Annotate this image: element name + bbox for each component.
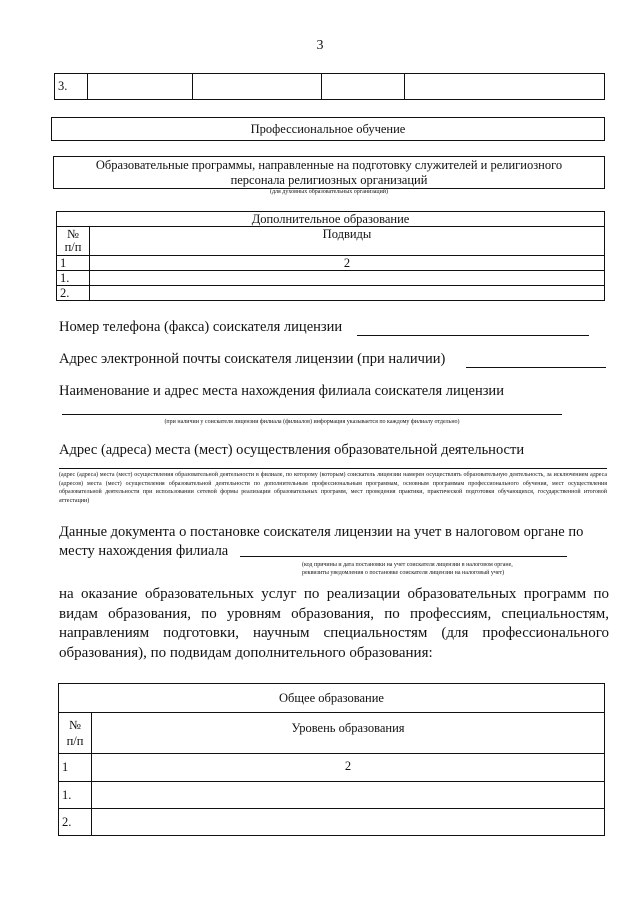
table-row — [55, 74, 605, 100]
header-num-cell — [57, 227, 90, 256]
tax-note-line-1: (код причины и дата постановки на учет соискателя лицензии в налоговом органе, — [302, 562, 513, 568]
address-note: (адрес (адреса) места (мест) осуществления образовательной деятельности в филиале, по которому (которым) соискатель лицензии намерен осуществлять образовательную деятельность, за исключением адреса (адресов) места (мест) осуществления образовательной деятельности по дополнительным профессиональным программам, основным программам профессионального обучения, мест осуществления образовательной деятельности при использовании сетевой формы реализации образовательных программ, мест проведения практики, практической подготовки обучающихся, государственной итоговой аттестации) — [59, 472, 607, 504]
address-fill-line[interactable] — [59, 468, 607, 469]
page-number: 3 — [316, 38, 324, 53]
continuation-table — [54, 73, 605, 100]
index-cell: 2 — [92, 754, 605, 782]
address-label: Адрес (адреса) места (мест) осуществления образовательной деятельности — [59, 442, 525, 458]
header-subtypes: Подвиды — [90, 227, 605, 256]
religious-programs-box — [53, 156, 605, 189]
table-cell — [88, 74, 193, 100]
header-num-cell — [59, 713, 92, 754]
prof-training-title: Профессиональное обучение — [250, 122, 406, 136]
prof-training-box — [51, 117, 605, 141]
religious-line-1: Образовательные программы, направленные на подготовку служителей и религиозного — [95, 158, 563, 172]
general-education-title: Общее образование — [59, 684, 605, 713]
phone-fill-line[interactable] — [357, 335, 589, 336]
branch-note: (при наличии у соискателя лицензии филиала (филиалов) информация указывается по каждому филиалу отдельно) — [164, 419, 460, 425]
email-label: Адрес электронной почты соискателя лицензии (при наличии) — [59, 351, 446, 367]
additional-education-table — [56, 211, 605, 301]
table-row — [59, 782, 605, 809]
table-title-row — [59, 684, 605, 713]
table-cell — [405, 74, 605, 100]
row-number-cell: 2. — [59, 809, 92, 836]
header-num-2: п/п — [64, 240, 82, 254]
index-cell: 1 — [57, 256, 90, 271]
branch-label: Наименование и адрес места нахождения филиала соискателя лицензии — [59, 383, 504, 399]
tax-note-line-2: реквизиты уведомления о постановке соискателя лицензии на налоговый учет) — [302, 570, 505, 576]
table-header-row — [59, 713, 605, 754]
row-number-cell: 2. — [57, 286, 90, 301]
table-row — [57, 286, 605, 301]
row-number-cell: 1. — [57, 271, 90, 286]
table-cell — [90, 271, 605, 286]
table-cell — [92, 809, 605, 836]
index-cell: 1 — [59, 754, 92, 782]
email-fill-line[interactable] — [466, 367, 606, 368]
table-title-row — [57, 212, 605, 227]
table-cell — [90, 286, 605, 301]
header-num: № — [67, 227, 79, 241]
religious-note: (для духовных образовательных организаций) — [270, 189, 388, 195]
branch-fill-line[interactable] — [62, 414, 562, 415]
table-index-row — [57, 256, 605, 271]
header-num-2: п/п — [66, 734, 84, 748]
row-number-cell: 1. — [59, 782, 92, 809]
religious-line-2: персонала религиозных организаций — [230, 173, 428, 187]
table-index-row — [59, 754, 605, 782]
table-row — [59, 809, 605, 836]
tax-label-line-1: Данные документа о постановке соискателя лицензии на учет в налоговом органе по — [59, 524, 584, 540]
table-cell — [322, 74, 405, 100]
header-level: Уровень образования — [92, 713, 605, 754]
general-education-table — [58, 683, 605, 836]
tax-fill-line[interactable] — [240, 556, 567, 557]
row-number-cell: 3. — [55, 74, 88, 100]
services-paragraph: на оказание образовательных услуг по реализации образовательных программ по видам образования, по уровням образования, по профессиям, специальностям, направлениям подготовки, научным специальностям (для профессионального образования), по подвидам дополнительного образования: — [59, 586, 609, 661]
additional-education-title: Дополнительное образование — [57, 212, 605, 227]
table-cell — [92, 782, 605, 809]
table-header-row — [57, 227, 605, 256]
index-cell: 2 — [90, 256, 605, 271]
header-num: № — [69, 718, 81, 732]
table-row — [57, 271, 605, 286]
table-cell — [193, 74, 322, 100]
phone-label: Номер телефона (факса) соискателя лицензии — [59, 319, 343, 335]
tax-label-line-2: месту нахождения филиала — [59, 543, 229, 559]
